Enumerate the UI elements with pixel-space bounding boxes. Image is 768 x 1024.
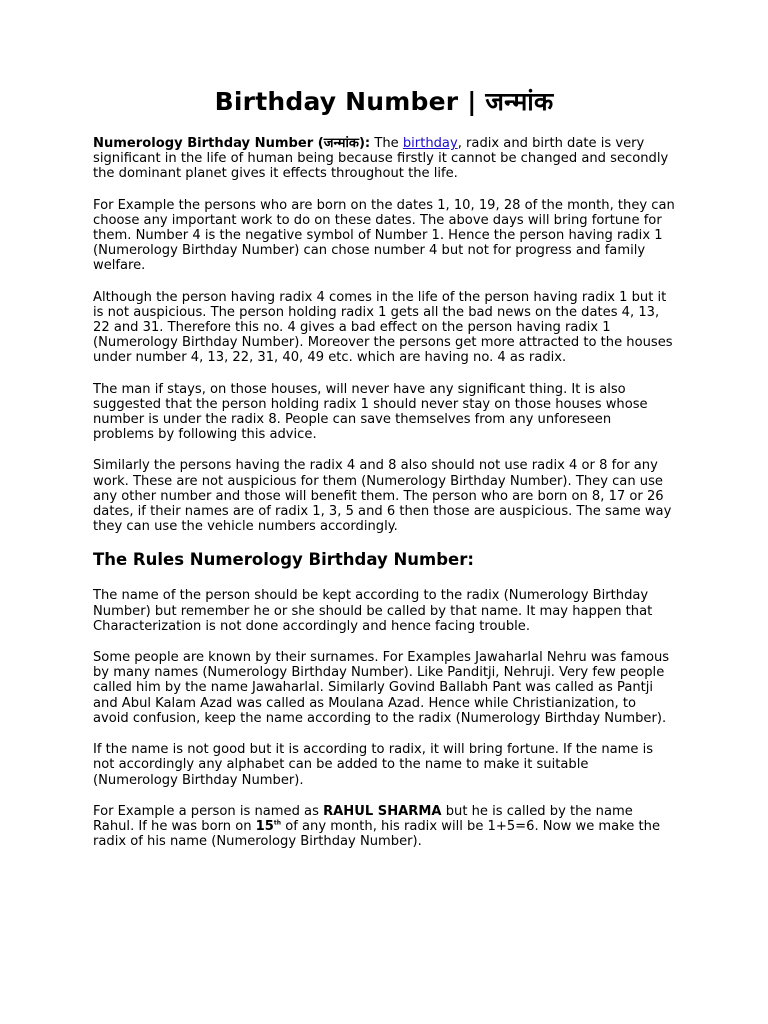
- paragraph-name-fortune: If the name is not good but it is according to radix, it will bring fortune. If the name is not accordingly any alphabet can be added to the name to make it suitable (Numerology Birthday Number).: [93, 742, 654, 788]
- intro-pre-link: The: [370, 136, 403, 151]
- example-day-suffix: th: [273, 819, 282, 827]
- intro-post-link: , radix and birth date is very significant in the life of human being because firstly it cannot be changed and secondly the dominant planet gives it effects throughout the life.: [93, 136, 669, 182]
- intro-paragraph: [93, 136, 675, 182]
- paragraph-name-radix: The name of the person should be kept according to the radix (Numerology Birthday Number) but remember he or she should be called by that name. It may happen that Characterization is not done accordingly and hence facing trouble.: [93, 588, 653, 634]
- example-part3: of any month, his radix will be 1+5=6. Now we make the radix of his name (Numerology Birthday Number).: [93, 818, 661, 850]
- example-day-number: 15: [255, 818, 274, 834]
- intro-lead: Numerology Birthday Number (जन्मांक):: [93, 136, 371, 151]
- paragraph-houses: The man if stays, on those houses, will never have any significant thing. It is also suggested that the person holding radix 1 should never stay on those houses whose number is under the radix 8. People can save themselves from any unforeseen problems by following this advice.: [93, 381, 648, 443]
- example-part1: For Example a person is named as: [93, 803, 324, 819]
- paragraph-radix-4: Although the person having radix 4 comes in the life of the person having radix 1 but it is not auspicious. The person holding radix 1 gets all the bad news on the dates 4, 13, 22 and 31. Therefore this no. 4 gives a bad effect on the person having radix 1 (Numerology Birthday Number). Moreover the persons get more attracted to the houses under number 4, 13, 22, 31, 40, 49 etc. which are having no. 4 as radix.: [93, 289, 673, 366]
- example-name: RAHUL SHARMA: [323, 803, 442, 819]
- example-day: [256, 819, 281, 834]
- paragraph-example-name: [93, 804, 675, 850]
- paragraph-radix-4-8: Similarly the persons having the radix 4 and 8 also should not use radix 4 or 8 for any work. These are not auspicious for them (Numerology Birthday Number). They can use any other number and those will benefit them. The person who are born on 8, 17 or 26 dates, if their names are of radix 1, 3, 5 and 6 then those are auspicious. The same way they can use the vehicle numbers accordingly.: [93, 458, 672, 535]
- page-title: Birthday Number | जन्मांक: [214, 87, 554, 116]
- paragraph-examples-dates: For Example the persons who are born on the dates 1, 10, 19, 28 of the month, they can choose any important work to do on these dates. The above days will bring fortune for them. Number 4 is the negative symbol of Number 1. Hence the person having radix 1 (Numerology Birthday Number) can chose number 4 but not for progress and family welfare.: [93, 197, 675, 274]
- rules-heading: The Rules Numerology Birthday Number:: [93, 550, 474, 570]
- birthday-link[interactable]: birthday: [402, 136, 458, 151]
- paragraph-surnames: Some people are known by their surnames. For Examples Jawaharlal Nehru was famous by many names (Numerology Birthday Number). Like Panditji, Nehruji. Very few people called him by the name Jawaharlal. Similarly Govind Ballabh Pant was called as Pantji and Abul Kalam Azad was called as Moulana Azad. Hence while Christianization, to avoid confusion, keep the name according to the radix (Numerology Birthday Number).: [93, 650, 670, 726]
- example-part2: but he is called by the name Rahul. If he was born on: [93, 803, 633, 834]
